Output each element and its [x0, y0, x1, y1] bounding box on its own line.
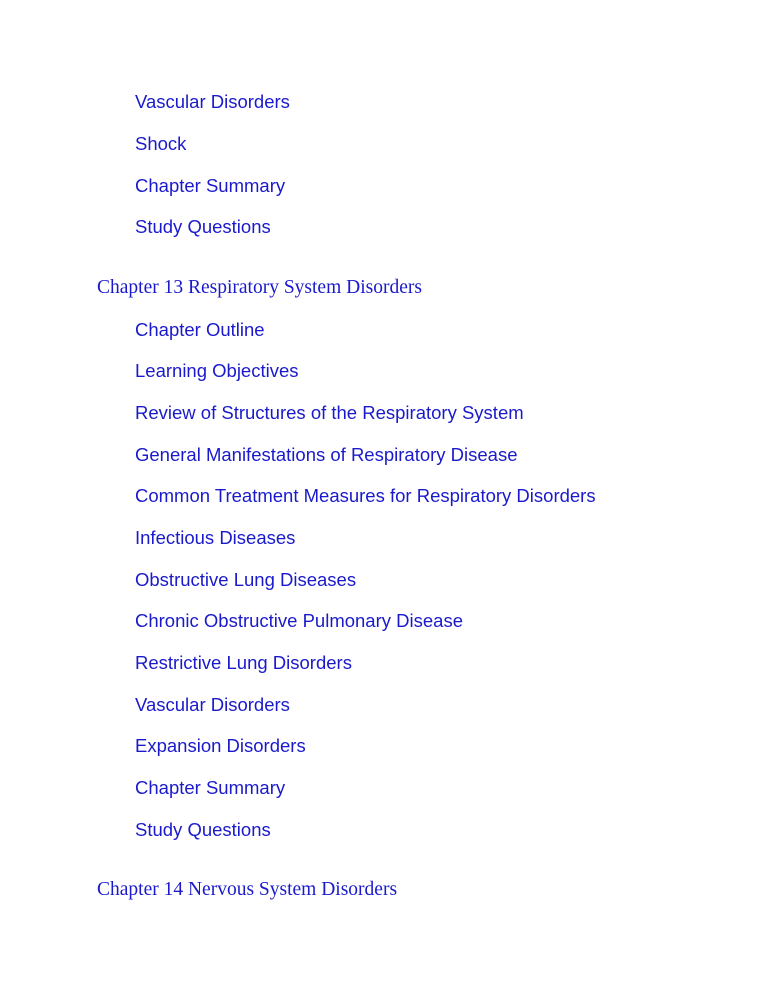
toc-chapter-13-link[interactable]: Chapter 13 Respiratory System Disorders [97, 277, 422, 298]
toc-link-common-treatment-measures[interactable]: Common Treatment Measures for Respiratory Disorders [135, 485, 596, 506]
toc-link-expansion-disorders[interactable]: Expansion Disorders [135, 735, 306, 756]
toc-link-chapter-summary[interactable]: Chapter Summary [135, 175, 286, 196]
toc-link-copd[interactable]: Chronic Obstructive Pulmonary Disease [135, 610, 463, 631]
toc-link-vascular-disorders-13[interactable]: Vascular Disorders [135, 694, 290, 715]
toc-link-study-questions-13[interactable]: Study Questions [135, 819, 271, 840]
toc-link-shock[interactable]: Shock [135, 133, 187, 154]
toc-link-study-questions[interactable]: Study Questions [135, 216, 271, 237]
toc-link-learning-objectives[interactable]: Learning Objectives [135, 360, 299, 381]
toc-link-vascular-disorders[interactable]: Vascular Disorders [135, 91, 290, 112]
toc-link-infectious-diseases[interactable]: Infectious Diseases [135, 527, 296, 548]
toc-chapter-14-link[interactable]: Chapter 14 Nervous System Disorders [97, 879, 398, 900]
toc-link-obstructive-lung-diseases[interactable]: Obstructive Lung Diseases [135, 569, 357, 590]
toc-link-chapter-summary-13[interactable]: Chapter Summary [135, 777, 286, 798]
toc-link-restrictive-lung-disorders[interactable]: Restrictive Lung Disorders [135, 652, 352, 673]
toc-link-chapter-outline[interactable]: Chapter Outline [135, 319, 265, 340]
toc-link-review-of-structures[interactable]: Review of Structures of the Respiratory System [135, 402, 524, 423]
toc-link-general-manifestations[interactable]: General Manifestations of Respiratory Disease [135, 444, 518, 465]
